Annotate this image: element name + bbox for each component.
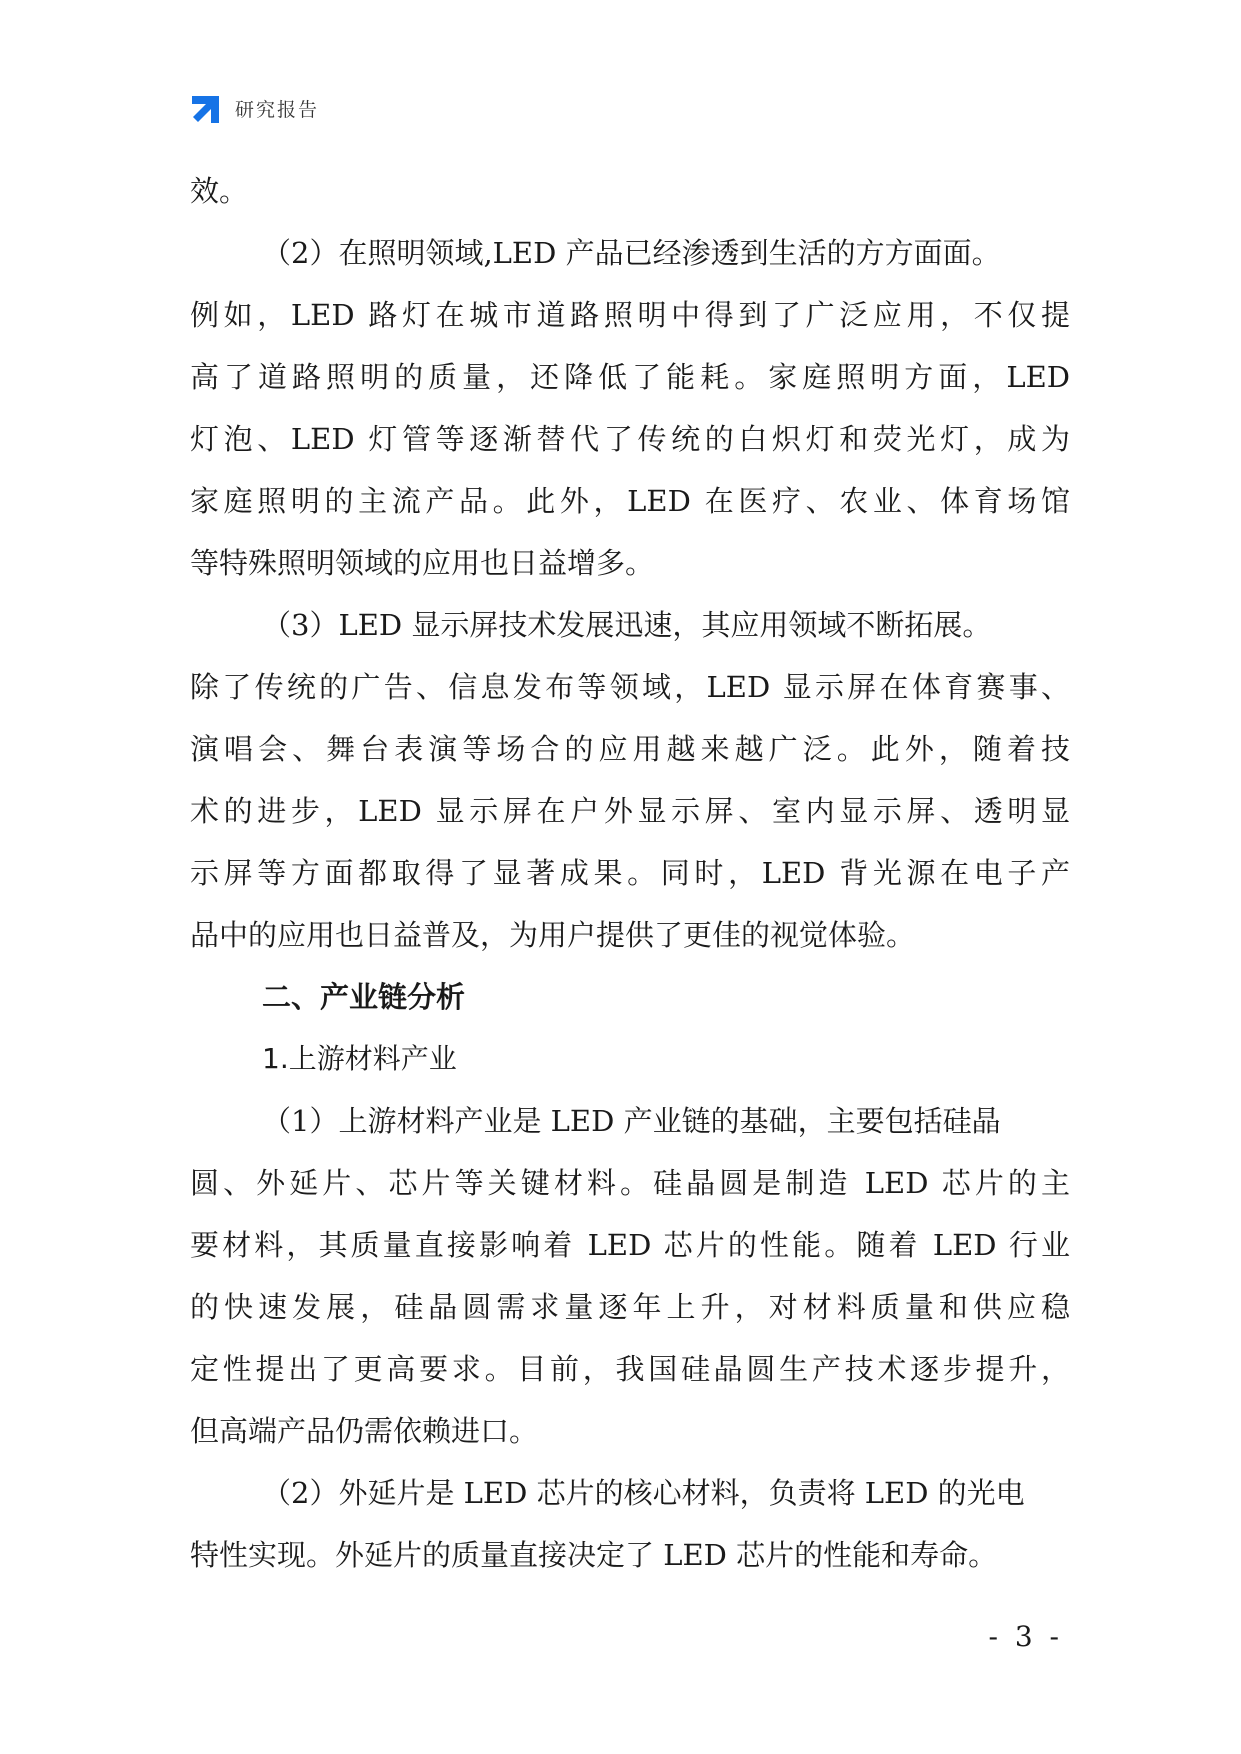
text-line: 定性提出了更高要求。目前，我国硅晶圆生产技术逐步提升， <box>190 1352 1070 1386</box>
text-line: 例如，LED 路灯在城市道路照明中得到了广泛应用，不仅提 <box>190 298 1070 332</box>
text-line: 效。 <box>190 174 249 208</box>
text-line: 的快速发展，硅晶圆需求量逐年上升，对材料质量和供应稳 <box>190 1290 1070 1324</box>
text-line: 灯泡、LED 灯管等逐渐替代了传统的白炽灯和荧光灯，成为 <box>190 422 1070 456</box>
page-number: - 3 - <box>988 1620 1063 1653</box>
text-line: 要材料，其质量直接影响着 LED 芯片的性能。随着 LED 行业 <box>190 1228 1070 1262</box>
text-line: 术的进步，LED 显示屏在户外显示屏、室内显示屏、透明显 <box>190 794 1070 828</box>
section-heading: 二、产业链分析 <box>262 980 466 1014</box>
text-line: 演唱会、舞台表演等场合的应用越来越广泛。此外，随着技 <box>190 732 1070 766</box>
subsection-heading: 1.上游材料产业 <box>262 1042 457 1075</box>
text-line: （1）上游材料产业是 LED 产业链的基础，主要包括硅晶 <box>262 1104 1001 1138</box>
paragraph <box>190 1462 1070 1586</box>
text-line: 除了传统的广告、信息发布等领域，LED 显示屏在体育赛事、 <box>190 670 1070 704</box>
text-line: 家庭照明的主流产品。此外，LED 在医疗、农业、体育场馆 <box>190 484 1070 518</box>
diagonal-arrow-icon <box>190 92 223 125</box>
paragraph <box>190 594 1070 966</box>
text-line: （3）LED 显示屏技术发展迅速，其应用领域不断拓展。 <box>262 608 992 642</box>
report-header <box>190 90 319 126</box>
document-body <box>190 160 1070 1586</box>
text-line: （2）在照明领域,LED 产品已经渗透到生活的方方面面。 <box>262 236 1001 270</box>
paragraph <box>190 1090 1070 1462</box>
paragraph <box>190 222 1070 594</box>
text-line: （2）外延片是 LED 芯片的核心材料，负责将 LED 的光电 <box>262 1476 1025 1510</box>
header-label: 研究报告 <box>235 98 320 121</box>
text-line: 品中的应用也日益普及，为用户提供了更佳的视觉体验。 <box>190 918 916 952</box>
text-line: 等特殊照明领域的应用也日益增多。 <box>190 546 655 580</box>
text-line: 示屏等方面都取得了显著成果。同时，LED 背光源在电子产 <box>190 856 1070 890</box>
text-line: 特性实现。外延片的质量直接决定了 LED 芯片的性能和寿命。 <box>190 1538 998 1572</box>
text-line: 高了道路照明的质量，还降低了能耗。家庭照明方面，LED <box>190 360 1070 394</box>
text-line: 圆、外延片、芯片等关键材料。硅晶圆是制造 LED 芯片的主 <box>190 1166 1070 1200</box>
text-line: 但高端产品仍需依赖进口。 <box>190 1414 539 1448</box>
paragraph <box>190 160 1070 222</box>
